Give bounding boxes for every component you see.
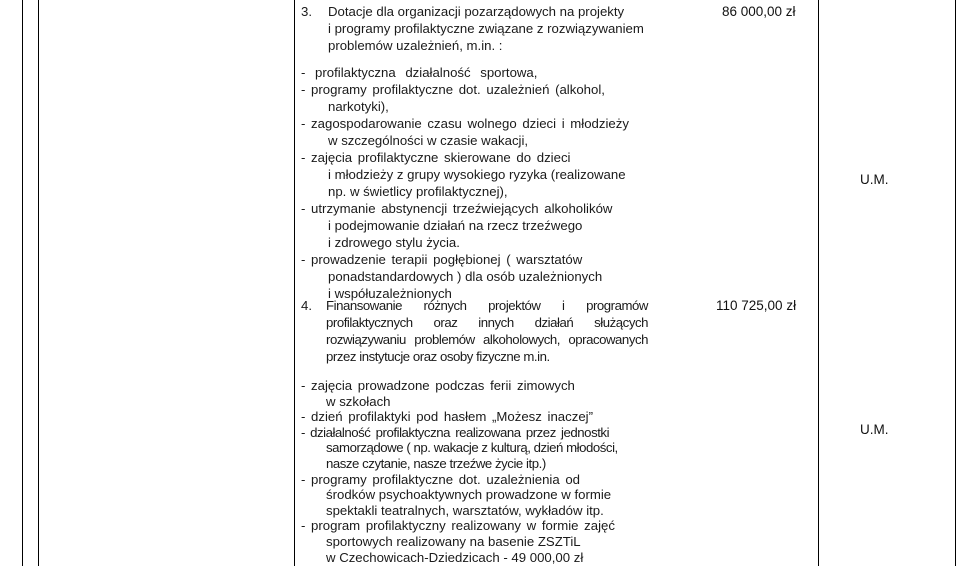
section-4-item-5-cont-2: w Czechowicach-Dziedzicach - 49 000,00 zł bbox=[326, 549, 584, 565]
section-4-heading-line-3 bbox=[326, 331, 648, 348]
section-4-code: U.M. bbox=[860, 422, 889, 437]
section-4-amount: 110 725,00 zł bbox=[716, 298, 797, 313]
section-3-item-1: - profilaktyczna działalność sportowa, bbox=[301, 65, 538, 80]
section-3-item-2: - programy profilaktyczne dot. uzależnień (alkohol, bbox=[301, 82, 605, 97]
table-border-right bbox=[955, 0, 956, 566]
section-3-heading-line-1: Dotacje dla organizacji pozarządowych na projekty bbox=[328, 4, 625, 19]
section-4-item-5-cont-1-visible: sportowych realizowany na basenie ZSZTiL bbox=[326, 534, 581, 549]
section-4-heading-text-1: Finansowanie różnych projektów i programów bbox=[326, 298, 648, 313]
section-4-heading-line-2 bbox=[326, 314, 648, 331]
section-3-item-3: - zagospodarowanie czasu wolnego dzieci i młodzieży bbox=[301, 116, 629, 131]
table-border-left bbox=[22, 0, 23, 566]
section-3-item-2-cont: narkotyki), bbox=[328, 99, 389, 114]
section-4-heading-text-3: rozwiązywaniu problemów alkoholowych, opracowanych bbox=[326, 332, 648, 347]
section-3-item-5: - utrzymanie abstynencji trzeźwiejących alkoholików bbox=[301, 201, 613, 216]
section-4-heading-text-2: profilaktycznych oraz innych działań służących bbox=[326, 315, 648, 330]
section-4-item-4-cont-2: spektakli teatralnych, warsztatów, wykładów itp. bbox=[326, 502, 604, 518]
section-4-heading-line-4: przez instytucje oraz osoby fizyczne m.in. bbox=[326, 349, 550, 364]
section-3-item-5-cont-2: i zdrowego stylu życia. bbox=[328, 235, 460, 250]
table-border-2 bbox=[294, 0, 295, 566]
section-3-item-6-cont-1: ponadstandardowych ) dla osób uzależnionych bbox=[328, 269, 603, 284]
section-4-item-1: - zajęcia prowadzone podczas ferii zimowych bbox=[301, 378, 575, 393]
section-4-item-4-cont-1: środków psychoaktywnych prowadzone w formie bbox=[326, 487, 612, 503]
section-3-number: 3. bbox=[301, 4, 312, 19]
section-4-item-5: - program profilaktyczny realizowany w formie zajęć bbox=[301, 518, 615, 534]
section-3-heading-line-2: i programy profilaktyczne związane z rozwiązywaniem bbox=[328, 21, 644, 36]
section-3-code: U.M. bbox=[860, 172, 889, 187]
table-border-3 bbox=[818, 0, 819, 566]
section-4-item-4: - programy profilaktyczne dot. uzależnienia od bbox=[301, 471, 581, 487]
section-3-item-6: - prowadzenie terapii pogłębionej ( warsztatów bbox=[301, 252, 583, 267]
section-4-item-3-cont-1: samorządowe ( np. wakacje z kulturą, dzień młodości, bbox=[326, 440, 618, 456]
section-4-item-3-cont-2: nasze czytanie, nasze trzeźwe życie itp.) bbox=[326, 456, 546, 471]
section-3-item-4-cont-2: np. w świetlicy profilaktycznej), bbox=[328, 184, 508, 199]
section-4-item-1-cont: w szkołach bbox=[326, 393, 391, 409]
section-3-item-4-cont-1: i młodzieży z grupy wysokiego ryzyka (realizowane bbox=[328, 167, 626, 182]
section-3-item-4: - zajęcia profilaktyczne skierowane do dzieci bbox=[301, 150, 571, 165]
section-3-item-5-cont-1: i podejmowanie działań na rzecz trzeźwego bbox=[328, 218, 583, 233]
section-3-item-6-cont-2: i współuzależnionych bbox=[328, 286, 452, 301]
section-4-number: 4. bbox=[301, 298, 312, 313]
section-3-item-3-cont: w szczególności w czasie wakacji, bbox=[328, 133, 529, 148]
section-3-heading-line-3: problemów uzależnień, m.in. : bbox=[328, 38, 503, 53]
section-3-amount: 86 000,00 zł bbox=[722, 4, 796, 19]
section-4-heading-line-1 bbox=[326, 297, 648, 314]
table-border-1 bbox=[38, 0, 39, 566]
section-4-item-3: - działalność profilaktyczna realizowana przez jednostki bbox=[301, 424, 610, 440]
section-4-item-2: - dzień profilaktyki pod hasłem „Możesz inaczej” bbox=[301, 409, 593, 425]
